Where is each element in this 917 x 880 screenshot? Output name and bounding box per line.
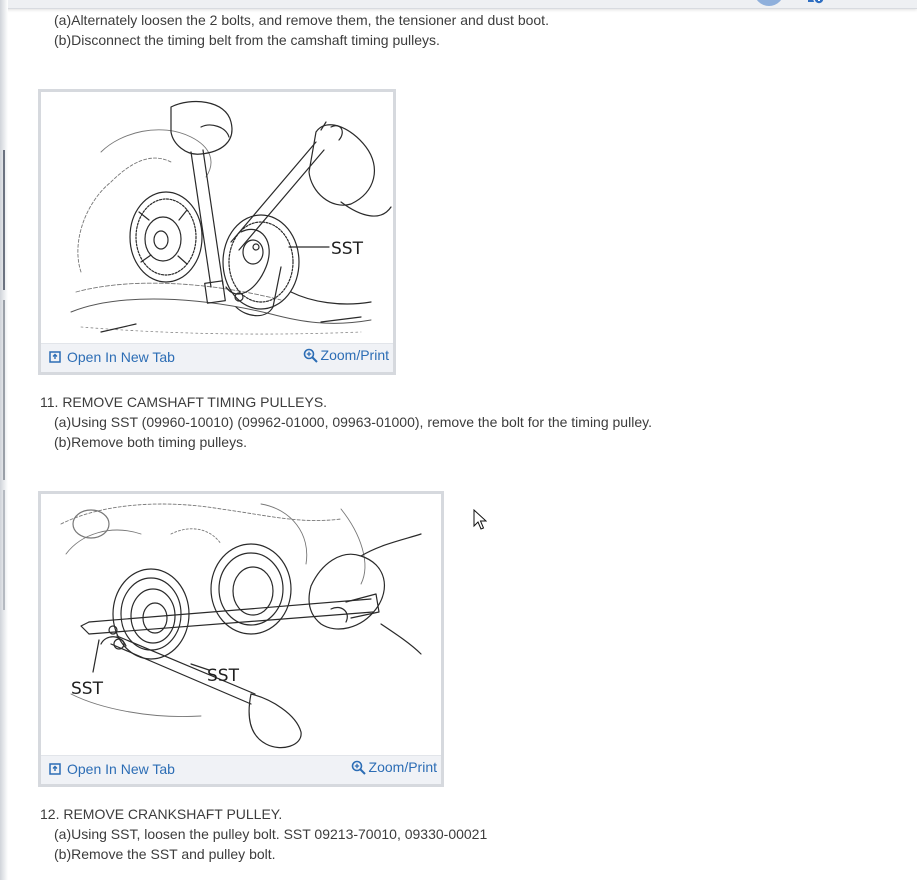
zoom-in-icon [303,348,318,363]
camshaft-pulley-illustration [41,92,393,344]
figure-2-toolbar [41,755,441,784]
step-11b-text: (b)Remove both timing pulleys. [54,434,247,450]
open-in-new-tab-icon [49,351,61,363]
open-in-new-tab-icon [49,763,61,775]
step-10a-text: (a)Alternately loosen the 2 bolts, and remove them, the tensioner and dust boot. [54,12,549,28]
open-in-new-tab-link[interactable] [49,761,175,777]
step-11a-text: (a)Using SST (09960-10010) (09962-01000, 09963-01000), remove the bolt for the timing pulley. [54,414,652,430]
document-icon[interactable] [806,0,826,6]
crankshaft-pulley-illustration [41,494,441,756]
step-12b-text: (b)Remove the SST and pulley bolt. [54,846,276,862]
zoom-print-label: Zoom/Print [368,759,437,775]
step-10b-text: (b)Disconnect the timing belt from the camshaft timing pulleys. [54,32,440,48]
zoom-print-label: Zoom/Print [320,347,389,363]
figure-1-toolbar [41,343,393,372]
open-in-new-tab-label: Open In New Tab [67,761,175,777]
sst-label-right: SST [207,666,239,686]
user-avatar-button[interactable] [754,0,784,6]
mouse-cursor-icon [473,509,487,531]
zoom-print-link[interactable] [303,347,389,363]
sst-label: SST [331,239,363,259]
zoom-print-link[interactable] [351,759,437,775]
step-12-title: 12. REMOVE CRANKSHAFT PULLEY. [40,806,283,822]
open-in-new-tab-label: Open In New Tab [67,349,175,365]
step-11-title: 11. REMOVE CAMSHAFT TIMING PULLEYS. [40,394,328,410]
open-in-new-tab-link[interactable] [49,349,175,365]
step-12a-text: (a)Using SST, loosen the pulley bolt. SST 09213-70010, 09330-00021 [54,826,488,842]
figure-crankshaft-pulley [38,491,444,787]
top-toolbar [0,0,917,9]
sst-label-left: SST [71,679,103,699]
zoom-in-icon [351,760,366,775]
figure-camshaft-tensioner [38,89,396,375]
window-left-edge [0,0,8,880]
